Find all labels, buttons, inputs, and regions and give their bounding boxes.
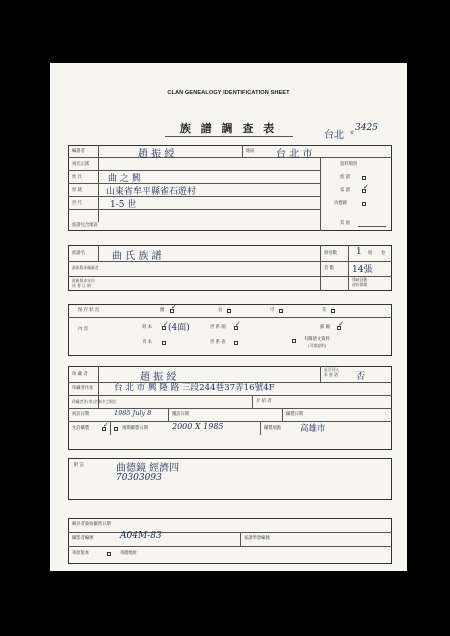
content-other-material-checkbox[interactable] — [292, 339, 296, 343]
content-chart: 插 圖 — [320, 325, 330, 330]
holder-handwritten: 趙 振 綬 — [140, 372, 177, 383]
visit-label: 初訪日期 — [72, 412, 90, 417]
surname-label: 姓 氏 — [72, 175, 82, 180]
place-handwritten: 高雄市 — [300, 424, 326, 434]
condition-good: 良 — [218, 308, 223, 313]
introducer-label: 介 紹 者 — [256, 399, 272, 404]
remarks-handwritten-2: 70303093 — [116, 473, 162, 483]
region-label: 族譜包含地區 — [72, 223, 98, 228]
genealogy-title-handwritten: 曲 氏 族 譜 — [112, 251, 162, 262]
surname-handwritten: 曲 之 興 — [108, 174, 141, 184]
condition-label: 保 存 狀 況 — [78, 308, 100, 313]
genealogy-form-sheet — [50, 63, 407, 571]
volumes-unit2: 卷 — [381, 251, 386, 256]
condition-fair-checkbox[interactable] — [279, 309, 283, 313]
content-lineage-checkmark-icon: ✓ — [235, 320, 241, 328]
content-other-sub: (另填說明) — [308, 343, 327, 348]
hall-label: 祠氏宗派 — [72, 162, 90, 167]
content-handwritten-checkmark-icon: ✓ — [163, 320, 169, 328]
category-clan-checkbox[interactable] — [362, 176, 366, 180]
original-copy-checkbox[interactable] — [107, 552, 111, 556]
address-label: 地區 — [246, 149, 255, 154]
photo-number-label: 攝影者編號 — [72, 536, 94, 541]
relation-label: 是否列入 — [324, 367, 340, 372]
title-underline — [165, 136, 293, 137]
origin-label: 原 籍 — [72, 188, 82, 193]
visit-handwritten: 1985 July 8 — [114, 409, 152, 417]
relation-sub: 本 族 譜 — [324, 372, 338, 377]
generation-handwritten: 1-5 世 — [110, 200, 137, 210]
place-label: 攝製地點 — [264, 426, 282, 431]
category-family: 家 譜 — [340, 188, 350, 193]
holder-address-handwritten: 台 北 市 興 隆 路 三段244巷37弄16號4F — [114, 383, 275, 393]
content-other-material: 有關譜文資料 — [304, 337, 330, 342]
original-copy-label: 寄原版本 — [72, 551, 90, 556]
condition-excellent: 優 — [160, 308, 165, 313]
content-volcount-handwritten: (4面) — [168, 323, 190, 333]
expected-label: 預期攝製日期 — [122, 426, 148, 431]
revisit-label: 覆訪日期 — [172, 412, 190, 417]
volumes-label: 册卷數 — [324, 251, 337, 256]
mail-address-label: 寄贈地址 — [120, 551, 138, 556]
content-genealogy: 世 系 表 — [210, 340, 226, 345]
condition-poor: 差 — [322, 308, 327, 313]
chinese-title: 族 譜 調 查 表 — [179, 122, 278, 135]
library-number-label: 家譜學會編號 — [244, 536, 270, 541]
content-lineage: 世 系 圖 — [210, 325, 226, 330]
condition-good-checkbox[interactable] — [227, 309, 231, 313]
category-title: 資料類別 — [340, 162, 358, 167]
serial-number-handwritten: 3425 — [355, 123, 378, 133]
content-genealogy-checkbox[interactable] — [234, 341, 238, 345]
category-clan: 族 譜 — [340, 175, 350, 180]
content-handwritten-copy: 寫 本 — [142, 325, 152, 330]
content-printed: 刊 本 — [142, 340, 152, 345]
holder-label: 珍 藏 者 — [72, 372, 88, 377]
address-handwritten: 台 北 市 — [276, 149, 313, 160]
location-handwritten: 台北 — [324, 130, 344, 141]
consent-checkmark-icon: ✓ — [103, 421, 109, 429]
partial-damage-label: 部份損壞 — [352, 282, 368, 287]
edition-date-row: 成 書 日 期 — [72, 283, 91, 288]
remarks-label: 附 註 — [74, 463, 84, 468]
holder-phone-label: 珍藏者住(家)宗族中之地位 — [72, 399, 117, 404]
staff-label: 輯存者簽收攝照日期 — [72, 522, 111, 527]
consent-label: 允許攝製 — [72, 426, 90, 431]
english-title: CLAN GENEALOGY IDENTIFICATION SHEET — [167, 90, 290, 96]
condition-fair: 可 — [270, 308, 275, 313]
compiler-label: 編譜者 — [72, 149, 85, 154]
content-label: 內 容 — [78, 327, 88, 332]
holder-address-label: 珍藏者住址 — [72, 386, 94, 391]
category-other: 其 他 — [340, 221, 350, 226]
content-printed-checkbox[interactable] — [162, 341, 166, 345]
origin-handwritten: 山東省牟平縣雀石遊村 — [106, 187, 197, 197]
missing-pages-label: 殘缺頁數 — [352, 277, 368, 282]
latest-compiler-row: 最新版本編纂者 — [72, 265, 99, 270]
relation-handwritten: 否 — [356, 372, 366, 382]
volumes-unit: 册 — [368, 251, 373, 256]
genealogy-title-label: 族譜名 — [72, 251, 85, 256]
pages-label: 頁 數 — [324, 266, 334, 271]
photo-number-handwritten: A04M-83 — [120, 531, 162, 541]
expected-handwritten: 2000 X 1985 — [172, 422, 224, 431]
photo-date-label: 攝製日期 — [286, 412, 304, 417]
pages-handwritten: 14張 — [352, 265, 373, 275]
category-biography: 功德錄 — [334, 201, 347, 206]
volumes-handwritten: 1 — [356, 247, 362, 257]
generation-label: 世 代 — [72, 201, 82, 206]
remarks-handwritten-1: 曲德鏡 經濟四 — [116, 463, 180, 474]
category-biography-checkbox[interactable] — [362, 202, 366, 206]
condition-poor-checkbox[interactable] — [331, 309, 335, 313]
latest-date-row: 最新版本年份 — [72, 278, 95, 283]
condition-excellent-checkmark-icon: ✓ — [171, 303, 177, 311]
content-chart-checkmark-icon: ✓ — [338, 320, 344, 328]
section-archive — [68, 518, 392, 564]
category-family-checkmark-icon: ✓ — [363, 183, 369, 191]
serial-label: 號 — [350, 130, 354, 135]
expected-date-checkbox[interactable] — [114, 427, 118, 431]
compiler-handwritten: 趙 振 綬 — [138, 149, 175, 160]
